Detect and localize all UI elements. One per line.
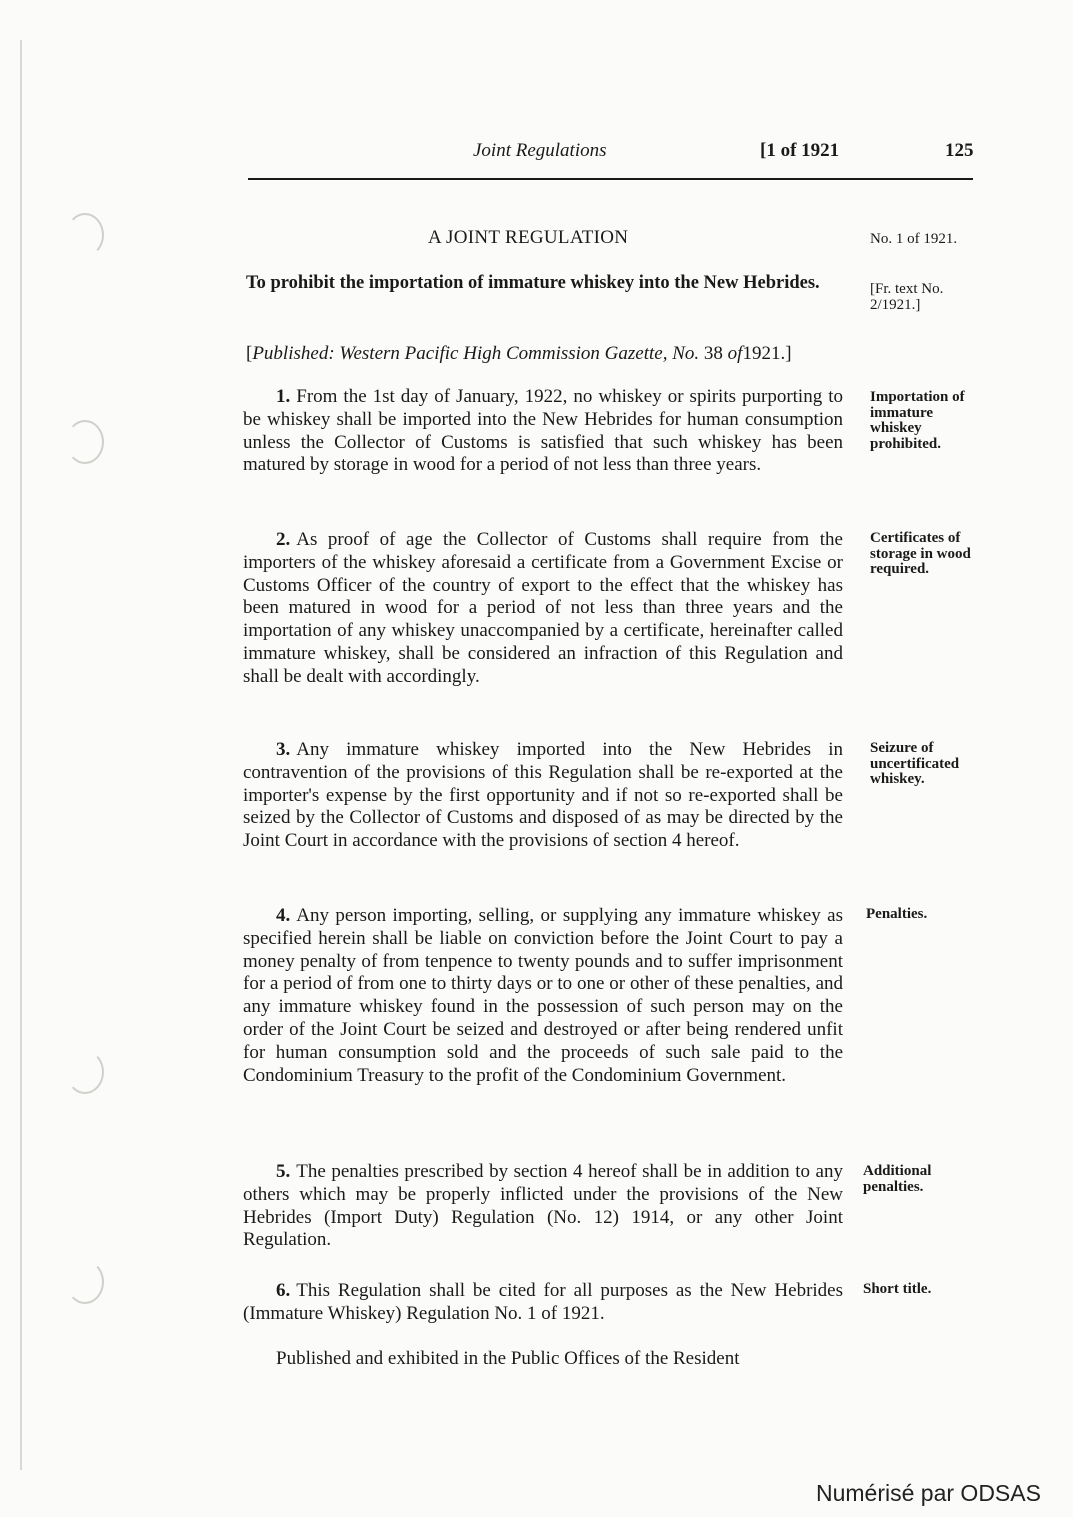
side-note-4: Penalties.: [866, 906, 928, 922]
margin-note-regulation-no: No. 1 of 1921.: [870, 231, 958, 247]
section-number: 4.: [276, 905, 291, 926]
punch-hole: [66, 213, 104, 257]
section-2: [243, 529, 843, 689]
section-3: [243, 739, 843, 853]
side-note-1: Importation of immature whiskey prohibited.: [870, 389, 965, 452]
punch-hole: [66, 1050, 104, 1094]
section-6: [243, 1280, 843, 1326]
section-number: 6.: [276, 1280, 291, 1301]
punch-hole: [66, 420, 104, 464]
section-text: The penalties prescribed by section 4 hereof shall be in addition to any others which may be properly inflicted under the provisions of the New Hebrides (Import Duty) Regulation (No. 12) 1914, or any other Joint Regulation.: [243, 1161, 843, 1251]
regulation-title: A JOINT REGULATION: [428, 227, 629, 248]
section-text: As proof of age the Collector of Customs shall require from the importers of the whiskey aforesaid a certificate from a Government Excise or Customs Officer of the country of export to the effect that the whiskey has been matured in wood for a period of not less than three years and the importation of any whiskey unaccompanied by a certificate, hereinafter called immature whiskey, shall be considered an infraction of this Regulation and shall be dealt with accordingly.: [243, 529, 843, 687]
side-note-3: Seizure of uncertificated whiskey.: [870, 740, 960, 787]
section-text: Any immature whiskey imported into the New Hebrides in contravention of the provisions of this Regulation shall be re-exported at the importer's expense by the first opportunity and if not so re-exported shall be seized by the Collector of Customs and disposed of as may be directed by the Joint Court in accordance with the provisions of section 4 hereof.: [243, 739, 843, 852]
side-note-5: Additional penalties.: [863, 1163, 932, 1195]
section-text: From the 1st day of January, 1922, no whiskey or spirits purporting to be whiskey shall be imported into the New Hebrides for human consumption unless the Collector of Customs is satisfied that such whiskey has been matured by storage in wood for a period of not less than three years.: [243, 386, 843, 476]
lead-paragraph: To prohibit the importation of immature whiskey into the New Hebrides.: [246, 273, 820, 293]
binder-edge: [20, 40, 22, 1470]
section-number: 3.: [276, 739, 291, 760]
margin-note-french-text: [Fr. text No. 2/1921.]: [870, 281, 944, 313]
section-text: This Regulation shall be cited for all purposes as the New Hebrides (Immature Whiskey) Regulation No. 1 of 1921.: [243, 1280, 843, 1324]
section-number: 2.: [276, 529, 291, 550]
punch-hole: [66, 1260, 104, 1304]
section-number: 5.: [276, 1161, 291, 1182]
section-number: 1.: [276, 386, 291, 407]
header-rule: [248, 178, 973, 180]
side-note-2: Certificates of storage in wood required.: [870, 530, 971, 577]
publication-note: [Published: Western Pacific High Commission Gazette, No. 38 of1921.]: [246, 343, 792, 364]
running-header-reference: [1 of 1921: [760, 140, 840, 161]
section-4: [243, 905, 843, 1087]
side-note-6: Short title.: [863, 1281, 932, 1297]
section-1: [243, 386, 843, 477]
page-number: 125: [945, 140, 974, 161]
closing-line: Published and exhibited in the Public Offices of the Resident: [276, 1348, 740, 1369]
digitization-credit: Numérisé par ODSAS: [816, 1480, 1041, 1506]
running-header-title: Joint Regulations: [473, 140, 607, 161]
section-text: Any person importing, selling, or supplying any immature whiskey as specified herein shall be liable on conviction before the Joint Court to pay a money penalty of from tenpence to twenty pounds and to suffer imprisonment for a period of from one to thirty days or to one or other of these penalties, and any immature whiskey found in the possession of such person may on the order of the Joint Court be seized and destroyed or after being rendered unfit for human consumption sold and the proceeds of such sale paid to the Condominium Treasury to the profit of the Condominium Government.: [243, 905, 843, 1086]
section-5: [243, 1161, 843, 1252]
